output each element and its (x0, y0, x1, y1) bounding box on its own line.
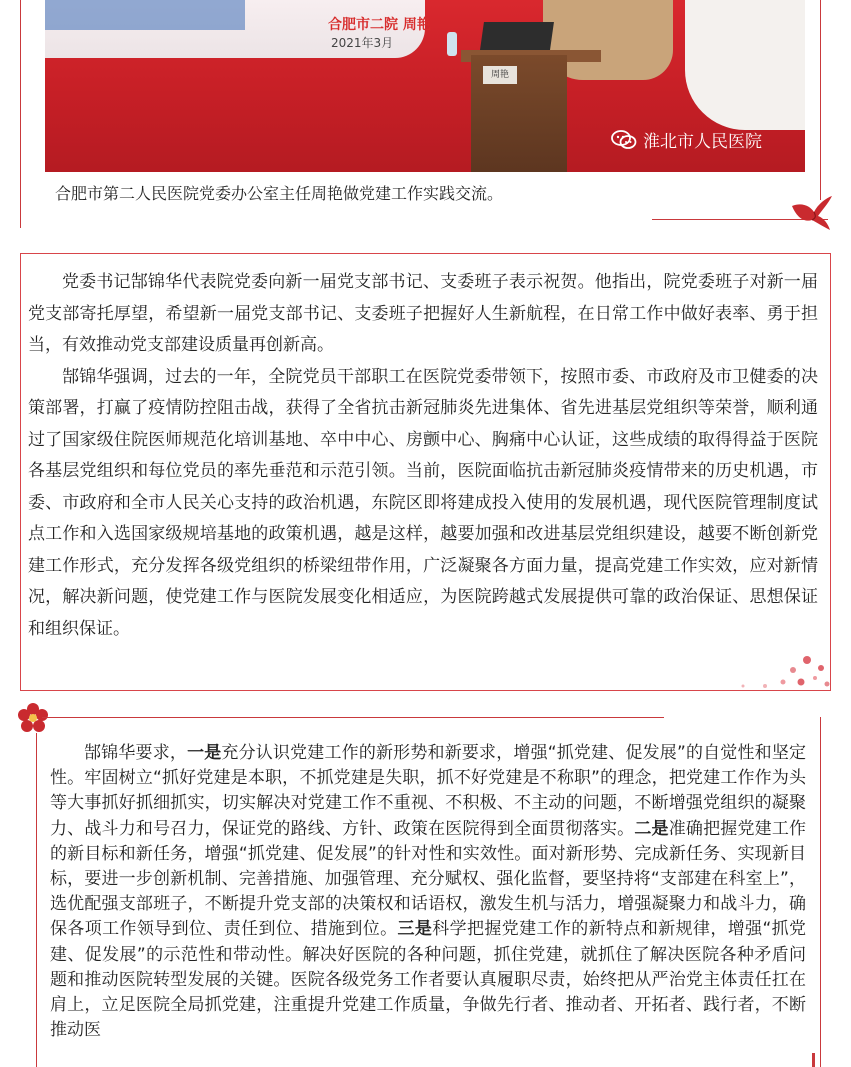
photo-watermark (611, 127, 762, 152)
section3-right-line (820, 717, 821, 1067)
paragraph: 党委书记郜锦华代表院党委向新一届党支部书记、支委班子表示祝贺。他指出，院党委班子对新一届党支部寄托厚望，希望新一届党支部书记、支委班子把握好人生新航程，在日常工作中做好表率、勇于担当，有效推动党支部建设质量再创新高。 (28, 272, 818, 355)
text-run: 准确把握党建工作的新目标和新任务，增强“抓党建、促发展”的针对性和实效性。面对新形势、完成新任务、实现新目标，要进一步创新机制、完善措施、加强管理、充分赋权、强化监督，要坚持将“支部建在科室上”，选优配强支部班子，不断提升党支部的决策权和话语权，激发生机与活力，增强凝聚力和战斗力，确保各项工作领导到位、责任到位、措施到位。 (50, 818, 807, 940)
photo-banner-date: 2021年3月 (331, 36, 394, 50)
flower-icon (18, 703, 48, 733)
keyword-second: 二是 (634, 818, 669, 839)
photo-backdrop-blue (45, 0, 245, 30)
photo-banner-text: 合肥市二院 周艳 (328, 17, 431, 33)
decorative-dots-icon (735, 652, 835, 692)
photo-section (0, 0, 851, 240)
photo-caption: 合肥市第二人民医院党委办公室主任周艳做党建工作实践交流。 (55, 184, 504, 203)
frame-line-left (20, 0, 21, 228)
keyword-first: 一是 (187, 743, 222, 763)
photo-nameplate: 周艳 (483, 66, 517, 84)
watermark-text: 淮北市人民医院 (643, 132, 762, 152)
content-text-1 (28, 267, 818, 645)
paragraph (50, 741, 806, 1043)
text-run: 充分认识党建工作的新形势和新要求，增强“抓党建、促发展”的自觉性和坚定性。牢固树立“抓好党建是本职，不抓党建是失职，抓不好党建是不称职”的理念，把党建工作作为头等大事抓好抓细抓实，切实解决对党建工作不重视、不积极、不主动的问题，不断增强党组织的凝聚力、战斗力和号召力，保证党的路线、方针、政策在医院得到全面贯彻落实。 (50, 743, 807, 839)
text-run: 科学把握党建工作的新特点和新规律，增强“抓党建、促发展”的示范性和带动性。解决好医院的各种问题，抓住党建，就抓住了解决医院各种矛盾问题和推动医院转型发展的关键。医院各级党务工作者要认真履职尽责，始终把从严治党主体责任扛在肩上，立足医院全局抓党建，注重提升党建工作质量，争做先行者、推动者、开拓者、践行者，不断推动医 (50, 919, 807, 1041)
bottom-accent-bar (812, 1053, 815, 1067)
photo-stage-screen (685, 0, 805, 130)
event-photo (45, 0, 805, 172)
swallow-icon (790, 192, 834, 232)
wechat-icon (611, 130, 637, 150)
frame-line-right (820, 0, 821, 200)
text-run: 郜锦华要求， (84, 743, 188, 763)
section3-top-line (42, 717, 664, 718)
keyword-third: 三是 (397, 919, 433, 940)
section3-left-line (36, 733, 37, 1067)
paragraph: 郜锦华强调，过去的一年，全院党员干部职工在医院党委带领下，按照市委、市政府及市卫健委的决策部署，打赢了疫情防控阻击战，获得了全省抗击新冠肺炎先进集体、省先进基层党组织等荣誉，顺利通过了国家级住院医师规范化培训基地、卒中中心、房颤中心、胸痛中心认证，这些成绩的取得得益于医院各基层党组织和每位党员的率先垂范和示范引领。当前，医院面临抗击新冠肺炎疫情带来的历史机遇，市委、市政府和全市人民关心支持的政治机遇，东院区即将建成投入使用的发展机遇，现代医院管理制度试点工作和入选国家级规培基地的政策机遇，越是这样，越要加强和改进基层党组织建设，越要不断创新党建工作形式，充分发挥各级党组织的桥梁纽带作用，广泛凝聚各方面力量，提高党建工作实效，应对新情况，解决新问题，使党建工作与医院发展变化相适应，为医院跨越式发展提供可靠的政治保证、思想保证和组织保证。 (28, 366, 818, 639)
photo-water-bottle (447, 32, 457, 56)
content-text-2 (50, 741, 806, 1043)
